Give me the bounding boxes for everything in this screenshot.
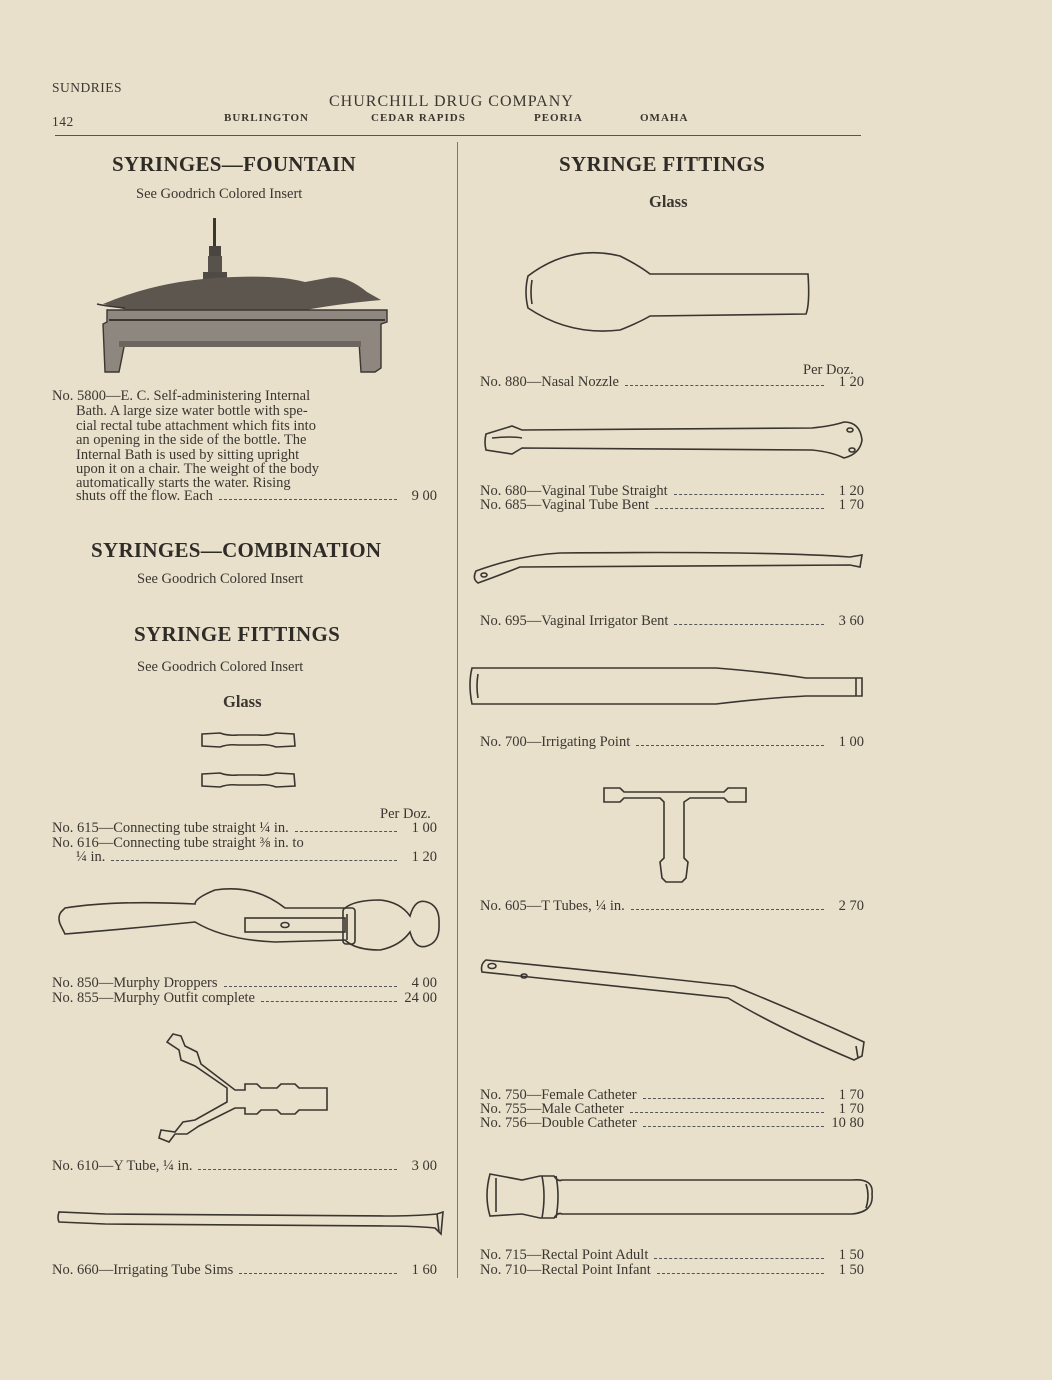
city-cedar-rapids: CEDAR RAPIDS xyxy=(371,112,466,124)
item-price: 1 60 xyxy=(411,1262,437,1278)
price-line-756 xyxy=(480,1116,864,1131)
price-line-715 xyxy=(480,1248,864,1263)
price-line-5800 xyxy=(76,489,437,504)
section-label: SUNDRIES xyxy=(52,80,123,95)
item-label: No. 755—Male Catheter xyxy=(480,1101,624,1117)
city-omaha: OMAHA xyxy=(640,112,689,124)
connecting-tube-illustration xyxy=(198,728,298,798)
fountain-note: See Goodrich Colored Insert xyxy=(136,186,303,202)
price-line-700 xyxy=(480,735,864,750)
item-label: No. 700—Irrigating Point xyxy=(480,734,631,750)
item-label: No. 695—Vaginal Irrigator Bent xyxy=(480,613,669,629)
vaginal-irrigator-bent-illustration xyxy=(470,545,865,590)
item-price: 1 20 xyxy=(838,483,864,499)
item-price: 1 70 xyxy=(838,1087,864,1103)
price-line-660 xyxy=(52,1263,437,1278)
price-line-685 xyxy=(480,498,864,513)
price-line-695 xyxy=(480,614,864,629)
header-rule xyxy=(55,135,861,136)
heading-syringes-combination: SYRINGES—COMBINATION xyxy=(91,538,382,562)
desc-line: an opening in the side of the bottle. The xyxy=(76,432,307,448)
desc-line: automatically starts the water. Rising xyxy=(76,475,291,491)
glass-label-left: Glass xyxy=(223,692,262,711)
t-tube-illustration xyxy=(600,782,750,892)
item-price: 2 70 xyxy=(838,898,864,914)
item-label: No. 685—Vaginal Tube Bent xyxy=(480,497,650,513)
item-price: 1 70 xyxy=(838,1101,864,1117)
item-price: 10 80 xyxy=(831,1115,864,1131)
item-label: No. 615—Connecting tube straight ¼ in. xyxy=(52,820,289,836)
heading-syringe-fittings-right: SYRINGE FITTINGS xyxy=(559,152,766,176)
internal-bath-illustration xyxy=(95,212,395,382)
price-line-605 xyxy=(480,899,864,914)
item-label: No. 855—Murphy Outfit complete xyxy=(52,990,255,1006)
item-label: No. 610—Y Tube, ¼ in. xyxy=(52,1158,193,1174)
nasal-nozzle-illustration xyxy=(520,240,820,340)
item-price: 9 00 xyxy=(411,488,437,504)
desc-line: No. 5800—E. C. Self-administering Internal xyxy=(52,388,311,404)
item-price: 1 00 xyxy=(838,734,864,750)
item-price: 1 70 xyxy=(838,497,864,513)
city-peoria: PEORIA xyxy=(534,112,583,124)
price-line-850 xyxy=(52,976,437,991)
price-line-855 xyxy=(52,991,437,1006)
glass-label-right: Glass xyxy=(649,192,688,211)
price-line-610 xyxy=(52,1159,437,1174)
desc-line: upon it on a chair. The weight of the body xyxy=(76,461,319,477)
item-label: No. 660—Irrigating Tube Sims xyxy=(52,1262,234,1278)
y-tube-illustration xyxy=(155,1030,335,1145)
item-price: 3 00 xyxy=(411,1158,437,1174)
item-label: No. 715—Rectal Point Adult xyxy=(480,1247,649,1263)
irrigating-tube-sims-illustration xyxy=(55,1204,450,1240)
item-price: 24 00 xyxy=(404,990,437,1006)
item-price: 3 60 xyxy=(838,613,864,629)
item-price: 1 00 xyxy=(411,820,437,836)
catheter-illustration xyxy=(478,956,868,1064)
price-line-710 xyxy=(480,1263,864,1278)
fittings-note: See Goodrich Colored Insert xyxy=(137,659,304,675)
desc-line: cial rectal tube attachment which fits into xyxy=(76,418,316,434)
city-burlington: BURLINGTON xyxy=(224,112,309,124)
item-label: shuts off the flow. Each xyxy=(76,488,213,504)
desc-line: Bath. A large size water bottle with spe- xyxy=(76,403,308,419)
page-number: 142 xyxy=(52,114,74,129)
heading-syringe-fittings-left: SYRINGE FITTINGS xyxy=(134,622,341,646)
irrigating-point-illustration xyxy=(466,660,866,710)
item-price: 1 50 xyxy=(838,1247,864,1263)
price-line-615 xyxy=(52,821,437,836)
item-label: No. 750—Female Catheter xyxy=(480,1087,637,1103)
item-price: 1 20 xyxy=(411,849,437,865)
item-label: No. 880—Nasal Nozzle xyxy=(480,374,619,390)
price-line-616 xyxy=(76,850,437,865)
item-label: No. 756—Double Catheter xyxy=(480,1115,637,1131)
desc-line: Internal Bath is used by sitting upright xyxy=(76,447,300,463)
item-label: No. 710—Rectal Point Infant xyxy=(480,1262,651,1278)
item-label: No. 680—Vaginal Tube Straight xyxy=(480,483,668,499)
rectal-point-illustration xyxy=(482,1168,877,1224)
per-doz-left: Per Doz. xyxy=(380,806,431,822)
item-616-label: No. 616—Connecting tube straight ⅜ in. to xyxy=(52,835,304,851)
combination-note: See Goodrich Colored Insert xyxy=(137,571,304,587)
item-label: No. 850—Murphy Droppers xyxy=(52,975,218,991)
per-doz-right: Per Doz. xyxy=(803,362,854,378)
price-line-880 xyxy=(480,375,864,390)
item-price: 4 00 xyxy=(411,975,437,991)
heading-syringes-fountain: SYRINGES—FOUNTAIN xyxy=(112,152,356,176)
item-label: ¼ in. xyxy=(76,849,106,865)
item-price: 1 20 xyxy=(838,374,864,390)
company-name: CHURCHILL DRUG COMPANY xyxy=(329,93,574,110)
item-price: 1 50 xyxy=(838,1262,864,1278)
vaginal-tube-illustration xyxy=(482,414,867,470)
item-label: No. 605—T Tubes, ¼ in. xyxy=(480,898,625,914)
murphy-dropper-illustration xyxy=(55,884,445,964)
column-divider xyxy=(457,142,458,1278)
